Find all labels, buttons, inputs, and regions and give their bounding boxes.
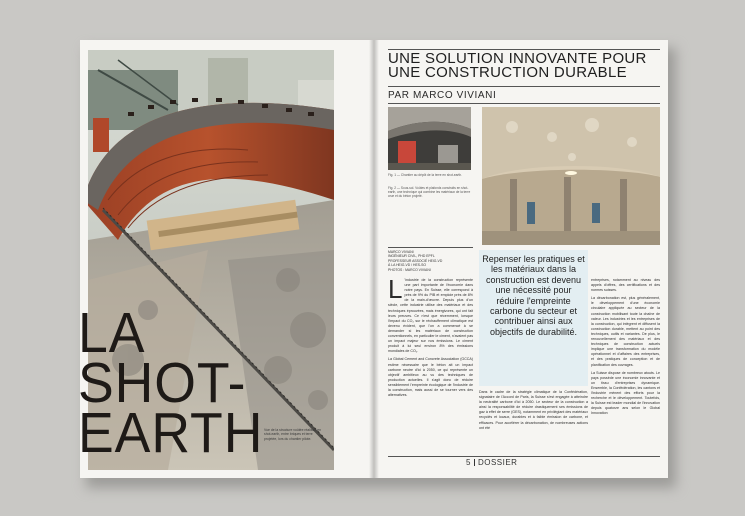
figure-1-photo	[388, 107, 471, 170]
body-column-1	[388, 274, 473, 401]
body-paragraph: 'industrie de la construction représente une part importante de l'économie dans notre pays. En Suisse, elle correspond à près de 9% du PIB et emploie près de 8% de la main-d'œuvre. Depuis plus d'un siècle, cette industrie utilise des matériaux et des techniques éprouvées, mais énergivores, qui ont fait leurs preuves. Ce n'est que récemment, lorsque l'impact du CO₂ sur le réchauffement climatique est devenu évident, que l'on a commencé à se demander si les matériaux de construction conventionnels, en particulier le ciment, n'avaient pas un impact majeur sur nos émissions. Le ciment produit à lui seul environ 8% des émissions mondiales de CO₂.	[388, 278, 473, 354]
pull-quote-box	[479, 250, 588, 386]
body-column-2	[479, 390, 588, 434]
credit-line: MARCO VIVIANI	[388, 250, 414, 254]
divider	[388, 103, 660, 104]
figure-2-photo	[482, 107, 660, 245]
drop-cap: L	[388, 274, 403, 304]
divider	[388, 456, 660, 457]
article-byline: PAR MARCO VIVIANI	[388, 90, 497, 101]
body-paragraph: La Global Cement and Concrete Association (GCCA) estime nécessaire que le béton ait un impact carbone neutre d'ici à 2050, ce qui représente un objectif ambitieux au vu des techniques de production actuelles. Il s'agit donc de réduire sensiblement l'empreinte écologique de l'industrie de la construction, mais aussi de se tourner vers des alternatives.	[388, 357, 473, 398]
credit-line: PROFESSEUR ASSOCIÉ HEIG-VD	[388, 258, 443, 263]
photo-caption: Vue de la structure voûtée réalisée en shot-earth, entre briques et terre projetée, lors du chantier pilote.	[264, 428, 321, 441]
figure-2-caption: Fig. 2 — Sous-sol. Voûtes et plafonds construits en shot-earth, une technique qui combine les matériaux de la terre crue et du béton projeté.	[388, 186, 471, 198]
magazine-spread	[80, 40, 668, 478]
footer-separator	[474, 459, 475, 466]
divider	[388, 247, 473, 248]
figure-1-caption: Fig. 1 — Chantier au dépôt de la terre en shot-earth.	[388, 173, 463, 177]
feature-title-line: SHOT-	[78, 351, 247, 415]
feature-title-line: LA	[78, 301, 146, 365]
right-page	[388, 40, 660, 478]
page-footer	[466, 458, 517, 467]
body-paragraph: La décarbonation est, plus généralement, le développement d'une économie circulaire appliquée au secteur de la construction mobilisant toute la chaîne de valeur. Les industries et les entreprises de la construction, qui intègrent et diffusent la construction durable, mettent au point des techniques, outils et variantes. De plus, le renouvellement des matériaux et des techniques de construction actuels implique une transformation du modèle opérationnel et d'affaires des entreprises, et des pratiques de conception et de planification des ouvrages.	[591, 296, 660, 367]
credit-line: PHOTOS : MARCO VIVIANI	[388, 267, 431, 272]
body-paragraph: La Suisse dispose de nombreux atouts. Le pays possède une économie innovante et un tissu d'entreprises dynamique. Ensemble, la Confédération, les cantons et l'industrie mènent des efforts pour la recherche et le développement. Toutefois, la Suisse est leader mondial de l'innovation depuis quatorze ans selon le Global Innovation	[591, 370, 660, 416]
credit-line: INGÉNIEUR CIVIL, PHD EPFL	[388, 254, 435, 259]
divider	[388, 86, 660, 87]
section-label: DOSSIER	[477, 458, 518, 467]
credit-line: À LA HEIG-VD / HES-SO	[388, 263, 427, 268]
feature-title-line: EARTH	[78, 401, 264, 465]
feature-title	[78, 301, 264, 465]
page-number: 5	[466, 458, 471, 467]
body-column-3	[591, 278, 660, 419]
article-headline: UNE SOLUTION INNOVANTE POUR UNE CONSTRUCTION DURABLE	[388, 50, 647, 81]
author-credits	[388, 250, 473, 272]
body-paragraph: entreprises, notamment au niveau des appels d'offres, des certifications et des normes suisses.	[591, 278, 660, 293]
body-paragraph: Dans le cadre de la stratégie climatique de la Confédération, signataire de l'Accord de Paris, la Suisse s'est engagée à atteindre la neutralité carbone d'ici à 2050. Le secteur de la construction a ainsi la responsabilité de réduire drastiquement ses émissions de gaz à effet de serre (GES), notamment en privilégiant des matériaux recyclés et locaux, durables et à faible émission de carbone, et efficaces. Pour accélérer la décarbonation, de nombreuses actions ont été	[479, 390, 588, 430]
pull-quote: Repenser les pratiques et les matériaux dans la construction est devenu une nécessité pour réduire l'empreinte carbone du secteur et contribuer ainsi aux objectifs de durabilité.	[482, 254, 585, 337]
page-gutter	[369, 40, 379, 478]
